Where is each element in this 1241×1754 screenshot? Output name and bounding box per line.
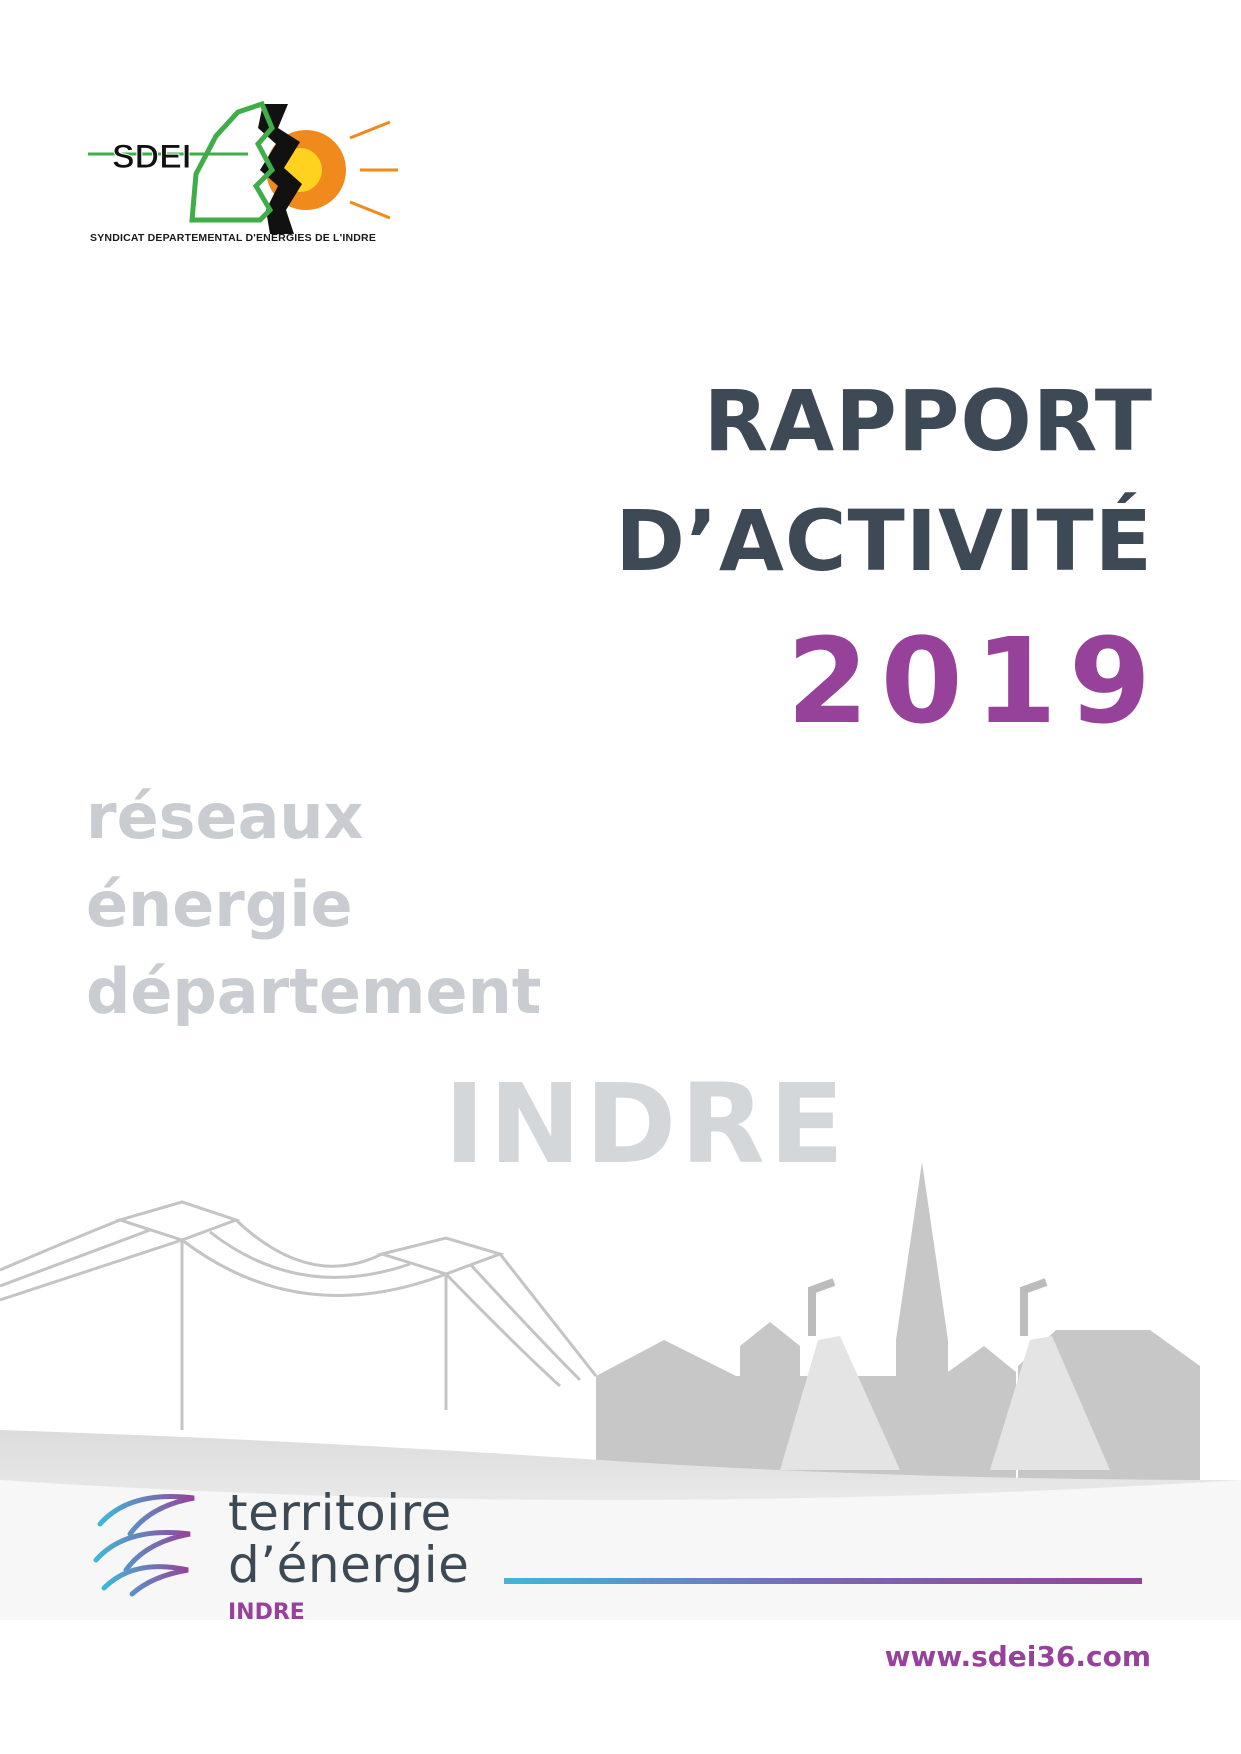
town-skyline bbox=[596, 1162, 1200, 1480]
sun-rays-icon bbox=[350, 122, 398, 218]
power-pylon-icon bbox=[0, 1202, 596, 1430]
report-title-line-2: D’ACTIVITÉ bbox=[615, 492, 1153, 590]
logo-subtitle: SYNDICAT DEPARTEMENTAL D'ENERGIES DE L'INDRE bbox=[90, 232, 377, 244]
report-year: 2019 bbox=[786, 612, 1163, 750]
sdei-wordmark: SDEI bbox=[112, 138, 192, 176]
sdei-logo bbox=[88, 98, 408, 248]
keyword-departement: département bbox=[86, 955, 542, 1028]
region-watermark: INDRE bbox=[444, 1060, 849, 1188]
report-title-line-1: RAPPORT bbox=[703, 372, 1153, 470]
website-link[interactable]: www.sdei36.com bbox=[884, 1640, 1151, 1673]
keyword-energie: énergie bbox=[86, 868, 353, 941]
territoire-label: territoire bbox=[228, 1484, 452, 1542]
territoire-energie-icon bbox=[90, 1488, 200, 1598]
energie-label: d’énergie bbox=[228, 1536, 470, 1594]
territoire-region: INDRE bbox=[228, 1600, 305, 1625]
keyword-reseaux: réseaux bbox=[86, 780, 364, 853]
gradient-divider bbox=[504, 1578, 1142, 1584]
